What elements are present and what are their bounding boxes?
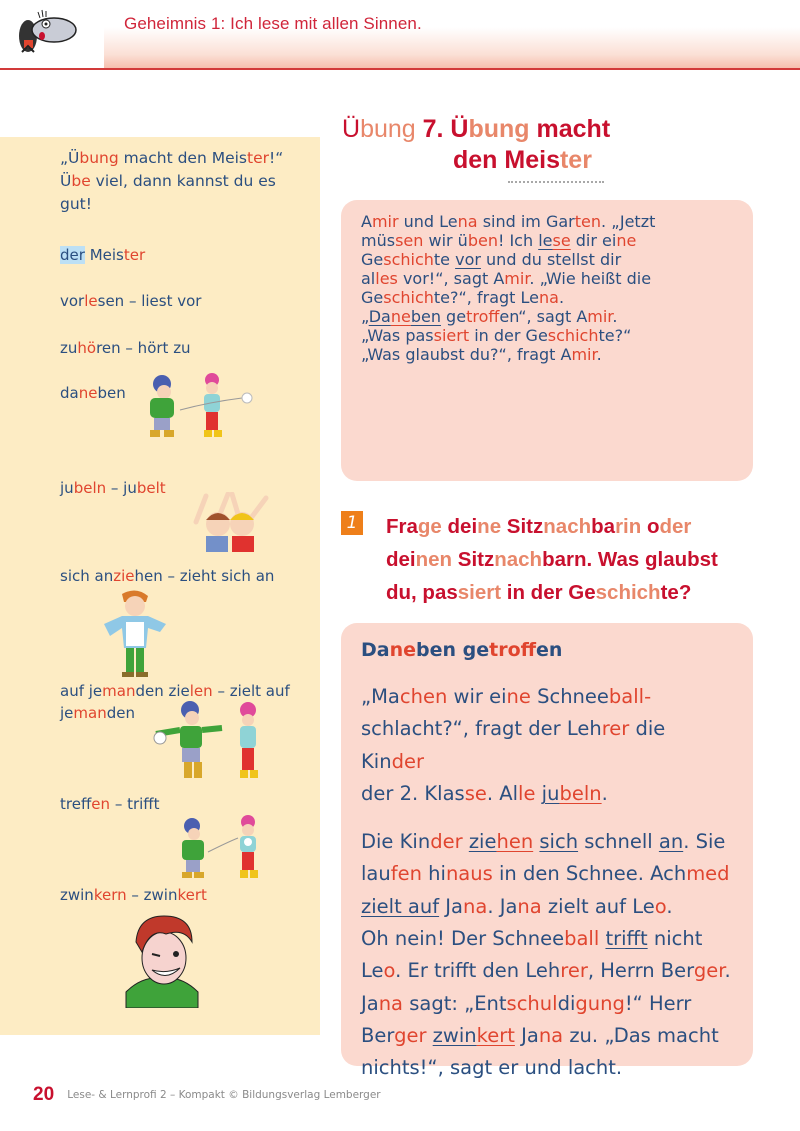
text-line: Übe viel, dann kannst du es [60, 172, 276, 190]
text-line: „Was passiert in der Geschichte?“ [361, 326, 632, 345]
vocab-item-vorlesen [60, 290, 201, 312]
exercise-title [342, 114, 610, 176]
text-line: Berger zwinkert Jana zu. „Das macht [361, 1023, 719, 1047]
text-line: vorlesen – liest vor [60, 292, 202, 310]
vocab-item-treffen [60, 793, 160, 815]
header-divider [0, 68, 800, 70]
text-line: „Was glaubst du?“, fragt Amir. [361, 345, 602, 364]
vocab-item-zwinkern [60, 884, 207, 906]
text-line: Geschichte?“, fragt Lena. [361, 288, 565, 307]
text-line: „Machen wir eine Schneeball- [361, 685, 652, 708]
exercise-title-line2 [342, 145, 610, 176]
story-text-box [341, 623, 753, 1080]
logo-area [0, 0, 104, 68]
text-line: müssen wir üben! Ich lese dir eine [361, 231, 637, 250]
chapter-title: Geheimnis 1: Ich lese mit allen Sinnen. [124, 14, 422, 33]
vocab-item-zuhoeren [60, 337, 191, 359]
story-paragraph-1 [361, 681, 733, 810]
text-line: Übung 7. Übung macht [342, 115, 611, 143]
text-line: Jana sagt: „Entschuldigung!“ Herr [361, 991, 692, 1015]
text-line: der 2. Klasse. Alle jubeln. [361, 781, 608, 805]
snowball-miss-illustration [140, 372, 260, 442]
text-line: laufen hinaus in den Schnee. Achmed [361, 862, 730, 886]
mouse-mascot-icon [12, 6, 84, 58]
publisher-credit: Lese- & Lernprofi 2 – Kompakt © Bildungsverlag Lemberger [67, 1089, 381, 1101]
text-line: gut! [60, 195, 92, 213]
task-number-badge: 1 [341, 511, 363, 535]
page-footer [33, 1084, 381, 1106]
text-line: alles vor!“, sagt Amir. „Wie heißt die [361, 269, 652, 288]
cheering-kids-illustration [188, 492, 278, 552]
text-line: „Daneben getroffen“, sagt Amir. [361, 307, 618, 326]
text-line: deinen Sitznachbarn. Was glaubst [386, 548, 718, 571]
vocab-item-jubeln [60, 477, 166, 499]
text-line: Frage deine Sitznachbarin oder [386, 515, 692, 538]
dialog-text [361, 212, 733, 364]
aiming-snowball-illustration [150, 700, 270, 785]
text-line: zuhören – hört zu [60, 339, 191, 357]
text-line: sich anziehen – zieht sich an [60, 567, 275, 585]
winking-boy-illustration [122, 912, 202, 1008]
text-line: Geschichte vor und du stellst dir [361, 250, 622, 269]
dialog-text-box [341, 200, 753, 481]
boy-dressing-illustration [100, 588, 170, 678]
vocab-item-anziehen [60, 565, 274, 587]
page-header [0, 0, 800, 68]
task-instruction [386, 510, 756, 609]
text-line: daneben [60, 384, 126, 402]
text-line: zielt auf Jana. Jana zielt auf Leo. [361, 894, 673, 918]
story-title [361, 637, 733, 663]
text-line: zwinkern – zwinkert [60, 886, 207, 904]
text-line: Leo. Er trifft den Lehrer, Herrn Berger. [361, 959, 731, 983]
text-line: auf jemanden zielen – zielt auf [60, 682, 290, 700]
header-band [104, 0, 800, 68]
story-paragraph-2 [361, 826, 733, 1084]
vocab-item-meister [60, 244, 145, 266]
page-number: 20 [33, 1084, 55, 1105]
vocab-item-daneben [60, 382, 126, 404]
text-line: jubeln – jubelt [60, 479, 166, 497]
text-line: Oh nein! Der Schneeball trifft nicht [361, 927, 703, 951]
text-line: schlacht?“, fragt der Lehrer die Kinder [361, 717, 666, 773]
text-line: Daneben getroffen [361, 639, 563, 661]
text-line: du, passiert in der Geschichte? [386, 581, 692, 604]
text-line: jemanden [60, 704, 135, 722]
text-line: treffen – trifft [60, 795, 160, 813]
text-line: nichts!“, sagt er und lacht. [361, 1056, 623, 1080]
text-line: den Meister [453, 146, 592, 174]
text-line: „Übung macht den Meister!“ [60, 149, 284, 167]
snowball-hit-illustration [178, 812, 268, 882]
text-line: Amir und Lena sind im Garten. „Jetzt [361, 212, 656, 231]
exercise-title-line1 [342, 114, 610, 145]
text-line: Die Kinder ziehen sich schnell an. Sie [361, 830, 726, 854]
text-line: der Meister [60, 246, 146, 264]
motto-text [60, 147, 310, 216]
title-dotted-underline [508, 181, 604, 183]
